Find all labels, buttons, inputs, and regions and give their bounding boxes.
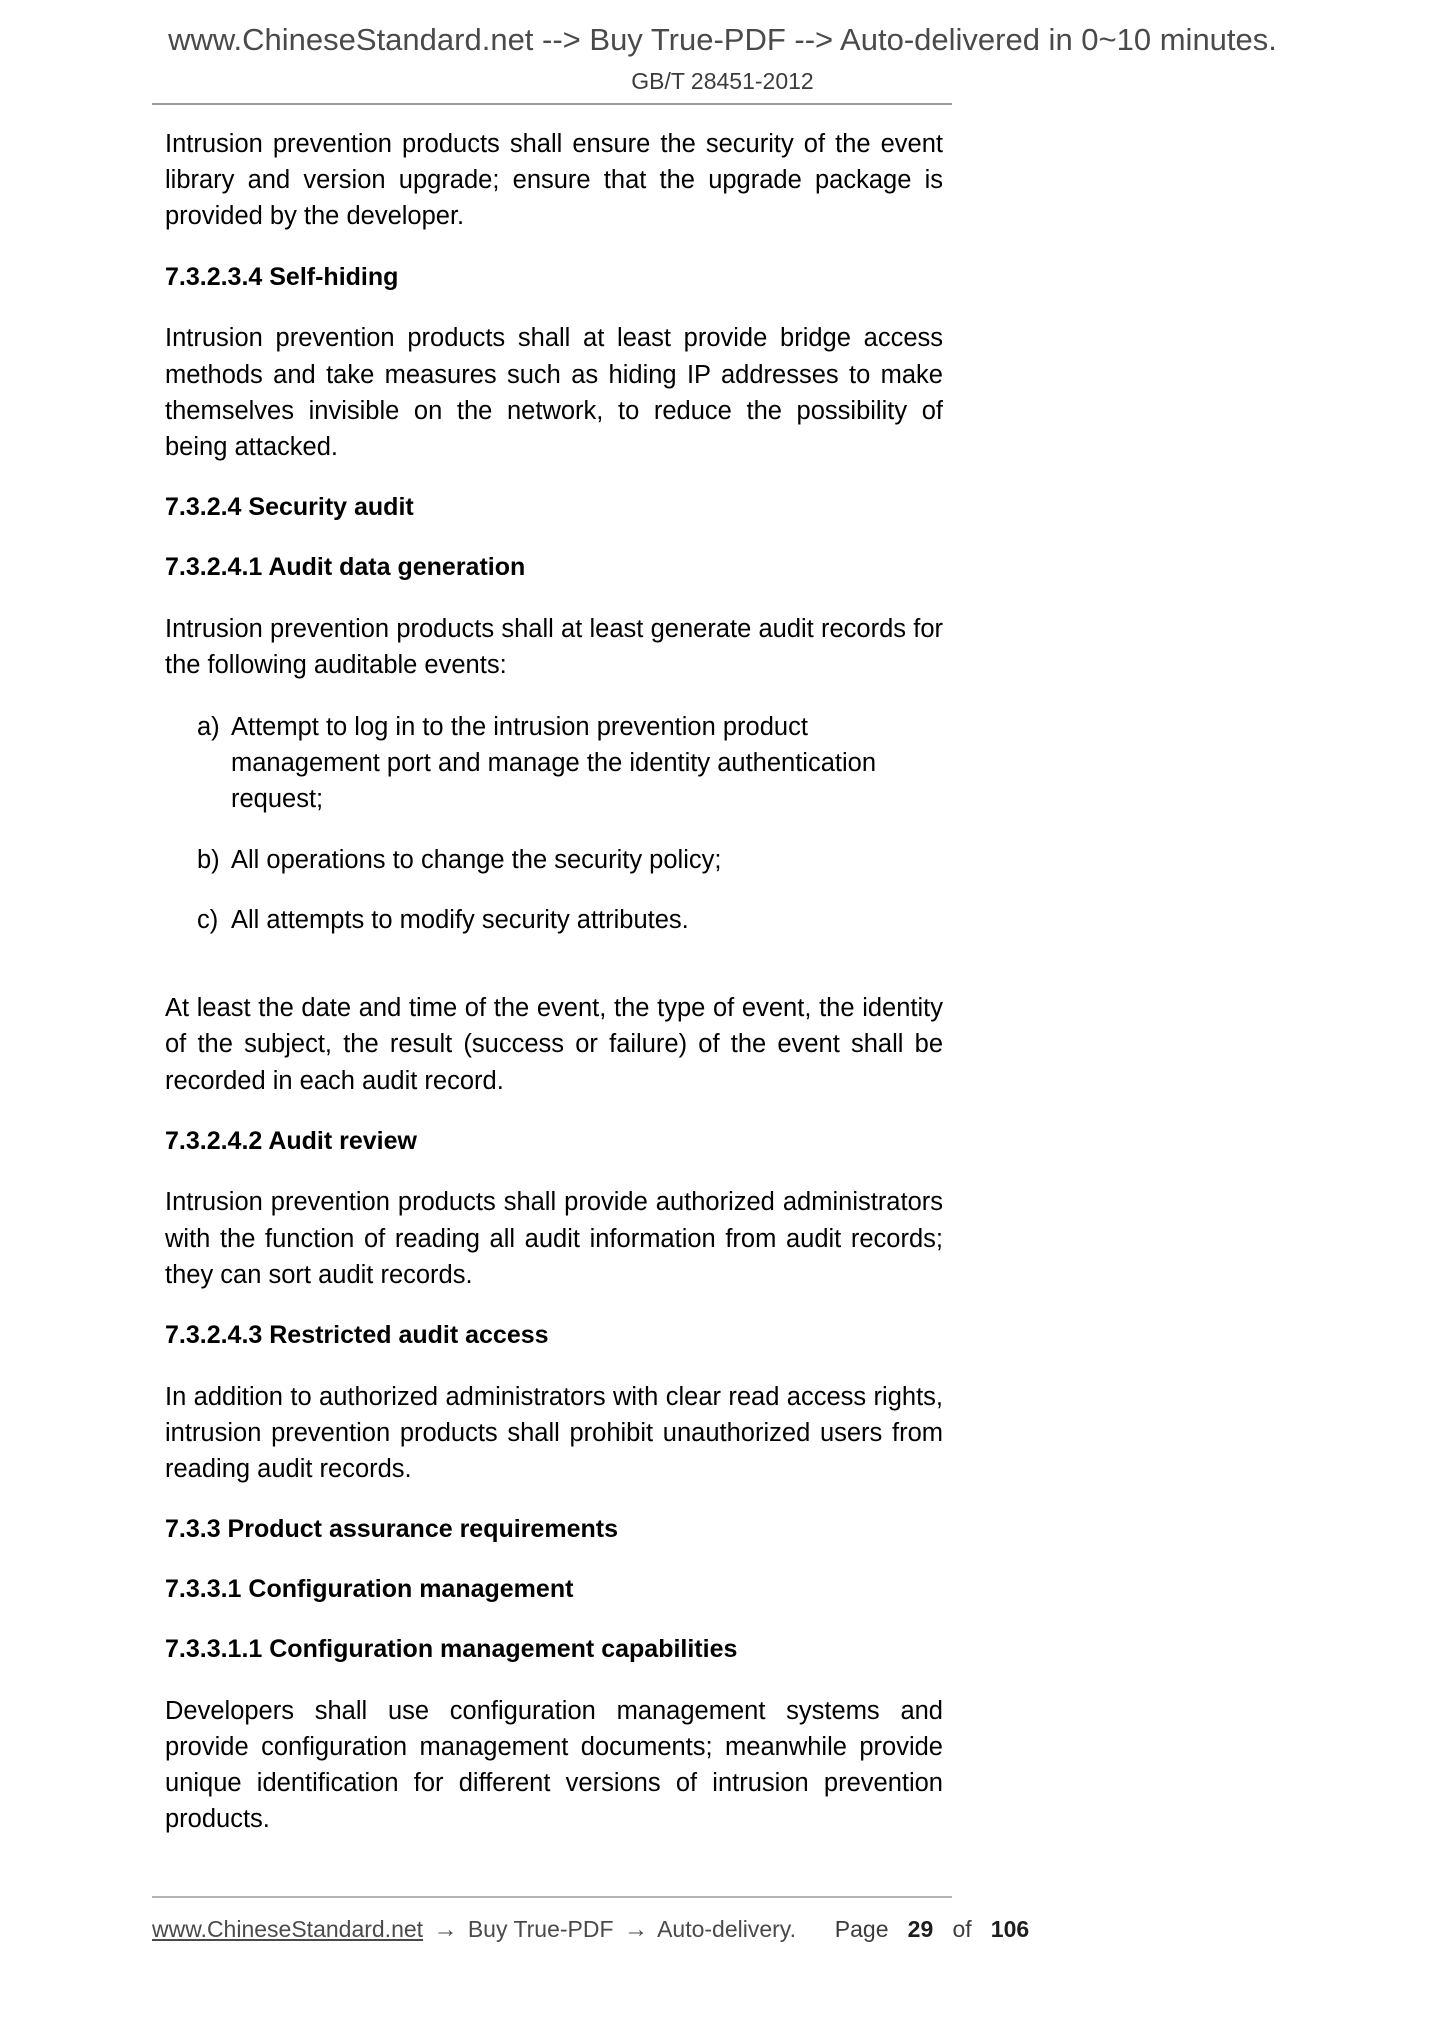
arrow-right-icon: →: [623, 1916, 648, 1943]
heading-audit-review: 7.3.2.4.2 Audit review: [165, 1126, 417, 1155]
paragraph-configuration-management-capabilities: Developers shall use configuration management systems and provide configuration management documents; meanwhile provide unique identification for different versions of intrusion prevention products.: [165, 1696, 943, 1834]
document-content: [165, 126, 943, 1863]
page-footer: [152, 1916, 1030, 1944]
list-item-text: Attempt to log in to the intrusion prevention product management port and manage the identity authentication request;: [231, 713, 877, 814]
paragraph-audit-data-generation: Intrusion prevention products shall at least generate audit records for the following auditable events:: [165, 614, 943, 679]
list-item: [197, 842, 943, 878]
list-item-marker: a): [197, 713, 220, 742]
paragraph-self-hiding: Intrusion prevention products shall at least provide bridge access methods and take measures such as hiding IP addresses to make themselves invisible on the network, to reduce the possibility of being attacked.: [165, 324, 943, 461]
list-item: [197, 709, 943, 818]
heading-audit-data-generation: 7.3.2.4.1 Audit data generation: [165, 552, 526, 581]
footer-divider: [152, 1896, 952, 1898]
paragraph-audit-record-contents: At least the date and time of the event, the type of event, the identity of the subject, the result (success or failure) of the event shall be recorded in each audit record.: [165, 994, 943, 1095]
paragraph-event-library-security: Intrusion prevention products shall ensure the security of the event library and version upgrade; ensure that the upgrade package is provided by the developer.: [165, 130, 943, 231]
heading-security-audit: 7.3.2.4 Security audit: [165, 493, 414, 522]
heading-configuration-management: 7.3.3.1 Configuration management: [165, 1575, 574, 1604]
heading-self-hiding: 7.3.2.3.4 Self-hiding: [165, 262, 399, 291]
list-item: [197, 902, 943, 938]
header-divider: [152, 103, 952, 105]
paragraph-restricted-audit-access: In addition to authorized administrators with clear read access rights, intrusion prevention products shall prohibit unauthorized users from reading audit records.: [165, 1382, 943, 1484]
heading-product-assurance-requirements: 7.3.3 Product assurance requirements: [165, 1515, 618, 1544]
footer-buy-label: Buy True-PDF: [467, 1916, 614, 1942]
heading-configuration-management-capabilities: 7.3.3.1.1 Configuration management capabilities: [165, 1634, 738, 1663]
list-item-text: All attempts to modify security attributes.: [231, 905, 689, 934]
list-spacer: [165, 964, 943, 990]
audit-events-list: [165, 709, 943, 938]
arrow-right-icon: →: [433, 1916, 458, 1943]
watermark-header: www.ChineseStandard.net --> Buy True-PDF --> Auto-delivered in 0~10 minutes.: [168, 22, 1277, 57]
footer-of-label: of: [952, 1916, 972, 1942]
standard-code: GB/T 28451-2012: [631, 68, 814, 94]
footer-page-label: Page: [834, 1916, 889, 1942]
paragraph-audit-review: Intrusion prevention products shall provide authorized administrators with the function of reading all audit information from audit records; they can sort audit records.: [165, 1188, 943, 1289]
list-item-marker: c): [197, 905, 219, 934]
footer-total-pages: 106: [990, 1916, 1030, 1942]
list-item-text: All operations to change the security policy;: [231, 845, 722, 874]
heading-restricted-audit-access: 7.3.2.4.3 Restricted audit access: [165, 1321, 549, 1350]
footer-site-link[interactable]: www.ChineseStandard.net: [152, 1916, 424, 1942]
list-item-marker: b): [197, 845, 220, 874]
footer-page-number: 29: [907, 1916, 934, 1942]
footer-delivery-label: Auto-delivery.: [657, 1916, 796, 1942]
